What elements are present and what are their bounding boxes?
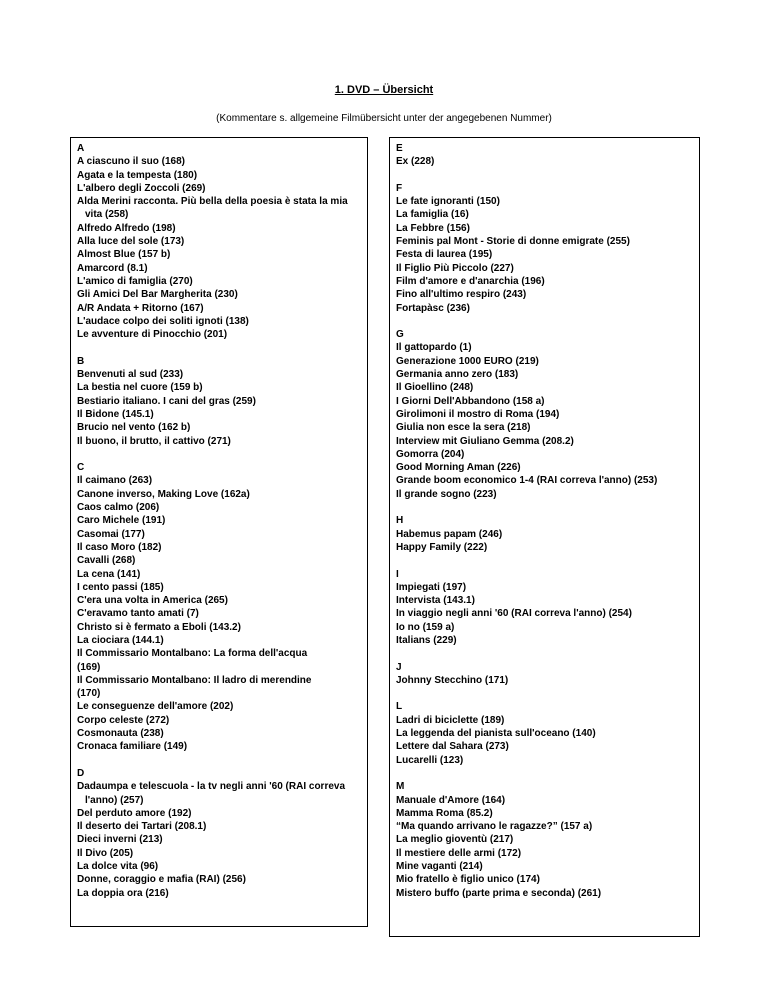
film-entry: Bestiario italiano. I cani del gras (259) [77,395,256,407]
film-entry: Fortapàsc (236) [396,302,470,314]
film-entry: C'eravamo tanto amati (7) [77,608,199,620]
section-d [77,767,361,900]
film-entry: Girolimoni il mostro di Roma (194) [396,408,560,420]
film-entry: Casomai (177) [77,528,145,540]
left-column-box [70,137,368,927]
film-entry: (169) [77,661,101,673]
section-letter: B [77,355,85,367]
film-entry: Canone inverso, Making Love (162a) [77,488,250,500]
film-entry: Alda Merini racconta. Più bella della poesia è stata la mia vita (258) [77,196,348,221]
section-letter: G [396,329,404,341]
film-entry: Fino all'ultimo respiro (243) [396,289,527,301]
section-letter: H [396,515,404,527]
film-entry: Il buono, il brutto, il cattivo (271) [77,435,231,447]
film-entry: I cento passi (185) [77,581,164,593]
section-letter: L [396,701,403,713]
film-entry: Manuale d'Amore (164) [396,794,506,806]
section-l [396,700,693,766]
film-entry: Brucio nel vento (162 b) [77,422,191,434]
film-entry: La famiglia (16) [396,209,469,221]
film-entry: Lucarelli (123) [396,754,464,766]
film-entry: Mamma Roma (85.2) [396,807,493,819]
film-entry: Del perduto amore (192) [77,807,192,819]
section-letter: C [77,462,85,474]
film-entry: Good Morning Aman (226) [396,462,521,474]
film-entry: Il gattopardo (1) [396,342,472,354]
film-entry: L'albero degli Zoccoli (269) [77,182,206,194]
section-h [396,514,693,554]
film-entry: Festa di laurea (195) [396,249,493,261]
film-entry: Johnny Stecchino (171) [396,674,509,686]
film-entry: Christo si è fermato a Eboli (143.2) [77,621,241,633]
film-entry: Il Figlio Più Piccolo (227) [396,262,514,274]
film-entry: L'audace colpo dei soliti ignoti (138) [77,315,249,327]
section-letter: D [77,767,85,779]
film-entry: Il mestiere delle armi (172) [396,847,522,859]
right-column-box [389,137,700,937]
film-entry: Alfredo Alfredo (198) [77,222,176,234]
film-entry: A ciascuno il suo (168) [77,156,185,168]
film-entry: Caos calmo (206) [77,502,160,514]
section-letter: J [396,661,402,673]
film-entry: Almost Blue (157 b) [77,249,171,261]
section-j [396,661,693,688]
page-subtitle: (Kommentare s. allgemeine Filmübersicht unter der angegebenen Nummer) [216,113,552,124]
section-letter: E [396,143,403,154]
section-i [396,568,693,648]
film-entry: Grande boom economico 1-4 (RAI correva l'anno) (253) [396,475,658,487]
section-letter: A [77,143,85,154]
film-entry: Io no (159 a) [396,621,455,633]
film-entry: Gli Amici Del Bar Margherita (230) [77,289,238,301]
film-entry: Cosmonauta (238) [77,728,164,740]
film-entry: Generazione 1000 EURO (219) [396,355,539,367]
film-entry: La ciociara (144.1) [77,634,164,646]
film-entry: La doppia ora (216) [77,887,169,899]
film-entry: La cena (141) [77,568,141,580]
film-entry: La dolce vita (96) [77,861,159,873]
page-title: 1. DVD – Übersicht [334,84,434,96]
film-entry: Le fate ignoranti (150) [396,196,500,208]
film-entry: Benvenuti al sud (233) [77,369,184,381]
film-entry: Interview mit Giuliano Gemma (208.2) [396,435,574,447]
film-entry: Le conseguenze dell'amore (202) [77,701,234,713]
film-entry: Cronaca familiare (149) [77,741,188,753]
film-entry: I Giorni Dell'Abbandono (158 a) [396,395,545,407]
film-entry: Ex (228) [396,156,435,168]
film-entry: Il caimano (263) [77,475,153,487]
film-entry: Lettere dal Sahara (273) [396,741,509,753]
film-entry: Film d'amore e d'anarchia (196) [396,275,545,287]
section-letter: I [396,568,399,580]
film-entry: Happy Family (222) [396,541,488,553]
film-entry: Il caso Moro (182) [77,541,162,553]
film-entry: Il Divo (205) [77,847,134,859]
film-entry: Agata e la tempesta (180) [77,169,198,181]
film-entry: Italians (229) [396,634,457,646]
film-entry: Le avventure di Pinocchio (201) [77,329,228,341]
section-m [396,780,693,900]
film-entry: Mio fratello è figlio unico (174) [396,874,540,886]
section-g [396,328,693,501]
film-entry: Corpo celeste (272) [77,714,170,726]
film-entry: Donne, coraggio e mafia (RAI) (256) [77,874,246,886]
film-entry: Giulia non esce la sera (218) [396,422,531,434]
film-entry: Feminis pal Mont - Storie di donne emigrate (255) [396,236,630,248]
film-entry: Alla luce del sole (173) [77,236,185,248]
film-entry: L'amico di famiglia (270) [77,275,193,287]
film-entry: Mistero buffo (parte prima e seconda) (261) [396,887,602,899]
section-c [77,461,361,754]
film-entry: La bestia nel cuore (159 b) [77,382,203,394]
film-entry: Mine vaganti (214) [396,861,483,873]
film-entry: Gomorra (204) [396,448,465,460]
section-e [396,142,693,169]
film-entry: Il grande sogno (223) [396,488,497,500]
section-letter: M [396,781,405,793]
section-f [396,182,693,315]
film-entry: Ladri di biciclette (189) [396,714,505,726]
film-entry: La leggenda del pianista sull'oceano (140) [396,728,596,740]
film-entry: Il Gioellino (248) [396,382,474,394]
film-entry: In viaggio negli anni '60 (RAI correva l'anno) (254) [396,608,632,620]
film-entry: La meglio gioventù (217) [396,834,514,846]
film-entry: Intervista (143.1) [396,595,475,607]
film-entry: Il Bidone (145.1) [77,408,154,420]
film-entry: Impiegati (197) [396,581,467,593]
film-entry: (170) [77,688,101,700]
film-entry: Amarcord (8.1) [77,262,148,274]
film-entry: Dadaumpa e telescuola - la tv negli anni '60 (RAI correva l'anno) (257) [77,781,346,806]
film-entry: Il Commissario Montalbano: La forma dell'acqua [77,648,308,660]
section-b [77,355,361,448]
film-entry: Il Commissario Montalbano: Il ladro di merendine [77,674,312,686]
section-letter: F [396,182,403,194]
film-entry: Habemus papam (246) [396,528,503,540]
film-entry: Cavalli (268) [77,555,136,567]
film-entry: Dieci inverni (213) [77,834,163,846]
section-a [77,142,361,341]
film-entry: La Febbre (156) [396,222,470,234]
film-entry: A/R Andata + Ritorno (167) [77,302,204,314]
film-entry: C'era una volta in America (265) [77,595,228,607]
film-entry: Caro Michele (191) [77,515,166,527]
film-entry: Germania anno zero (183) [396,369,519,381]
film-entry: Il deserto dei Tartari (208.1) [77,821,207,833]
film-entry: “Ma quando arrivano le ragazze?” (157 a) [396,821,593,833]
